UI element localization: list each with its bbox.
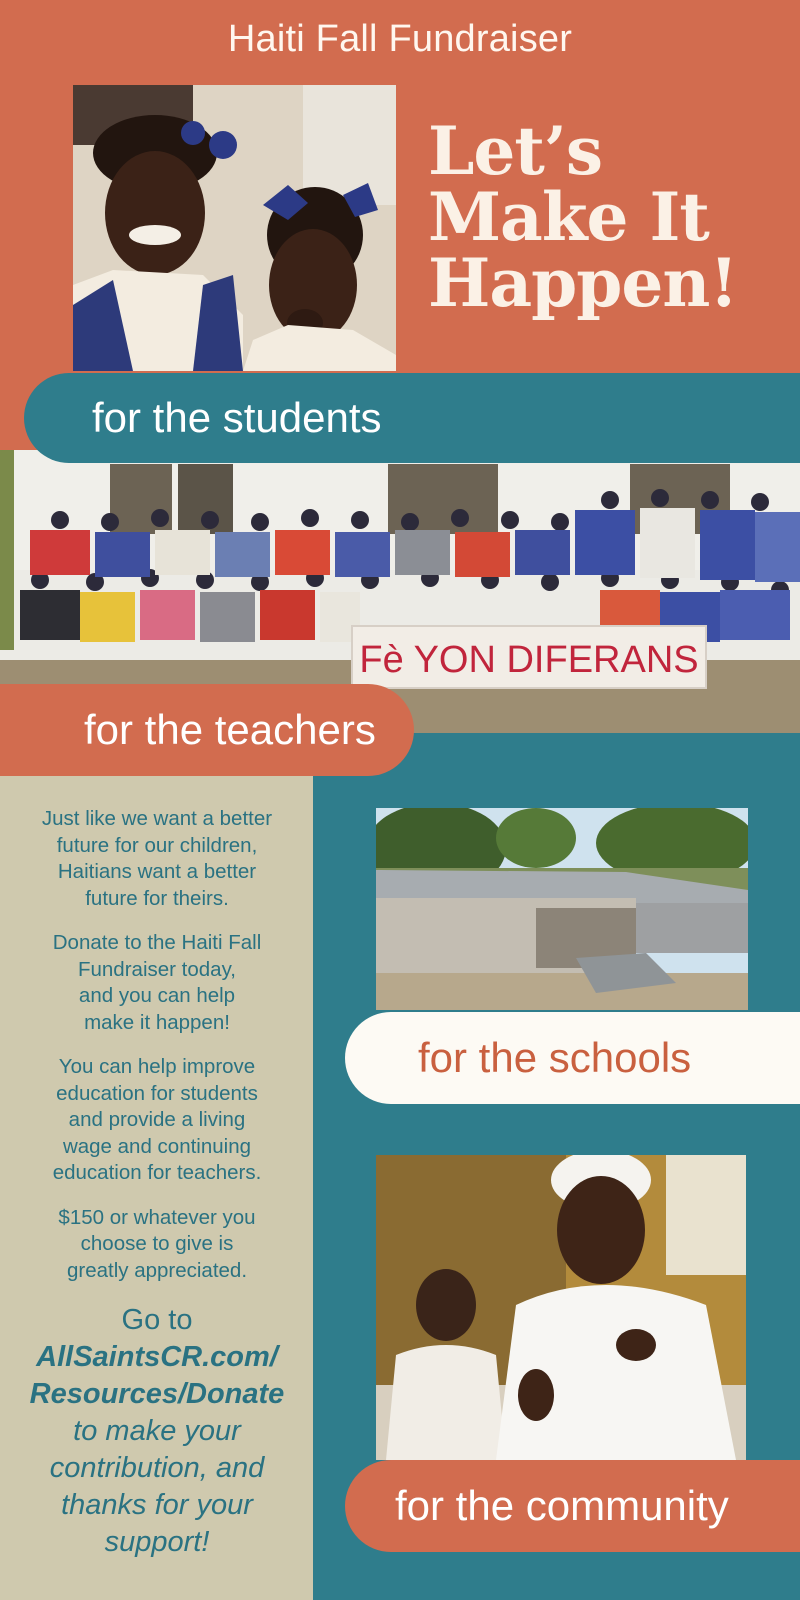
school-building-photo [376,808,748,1010]
students-photo [73,85,396,371]
section-schools-label: for the schools [345,1012,800,1104]
headline-line-2: Make It [428,178,709,256]
paragraph-better-future: Just like we want a better future for our children, Haitians want a better future for theirs. [41,807,273,910]
banner-text: Fè YON DIFERANS [359,639,699,681]
cta-go-to: Go to [121,1304,193,1336]
call-to-action [12,1302,302,1561]
headline-line-3: Happen! [428,244,738,322]
section-community-label: for the community [345,1460,800,1552]
community-woman-photo [376,1155,746,1460]
paragraph-donate-today: Donate to the Haiti Fall Fundraiser today, and you can help make it happen! [52,931,262,1034]
cta-thanks: to make your contribution, and thanks for your support! [49,1415,265,1558]
headline-line-1: Let’s [428,112,603,190]
donate-url-link[interactable]: AllSaintsCR.com/ Resources/Donate [29,1341,285,1410]
paragraph-suggested-amount: $150 or whatever you choose to give is greatly appreciated. [58,1205,256,1282]
section-students-label: for the students [24,373,800,463]
header-title: Haiti Fall Fundraiser [227,18,573,60]
headline [428,112,788,322]
donation-info [12,806,302,1561]
paragraph-help-improve: You can help improve education for students and provide a living wage and continuing education for teachers. [52,1055,262,1184]
section-teachers-label: for the teachers [0,684,414,776]
